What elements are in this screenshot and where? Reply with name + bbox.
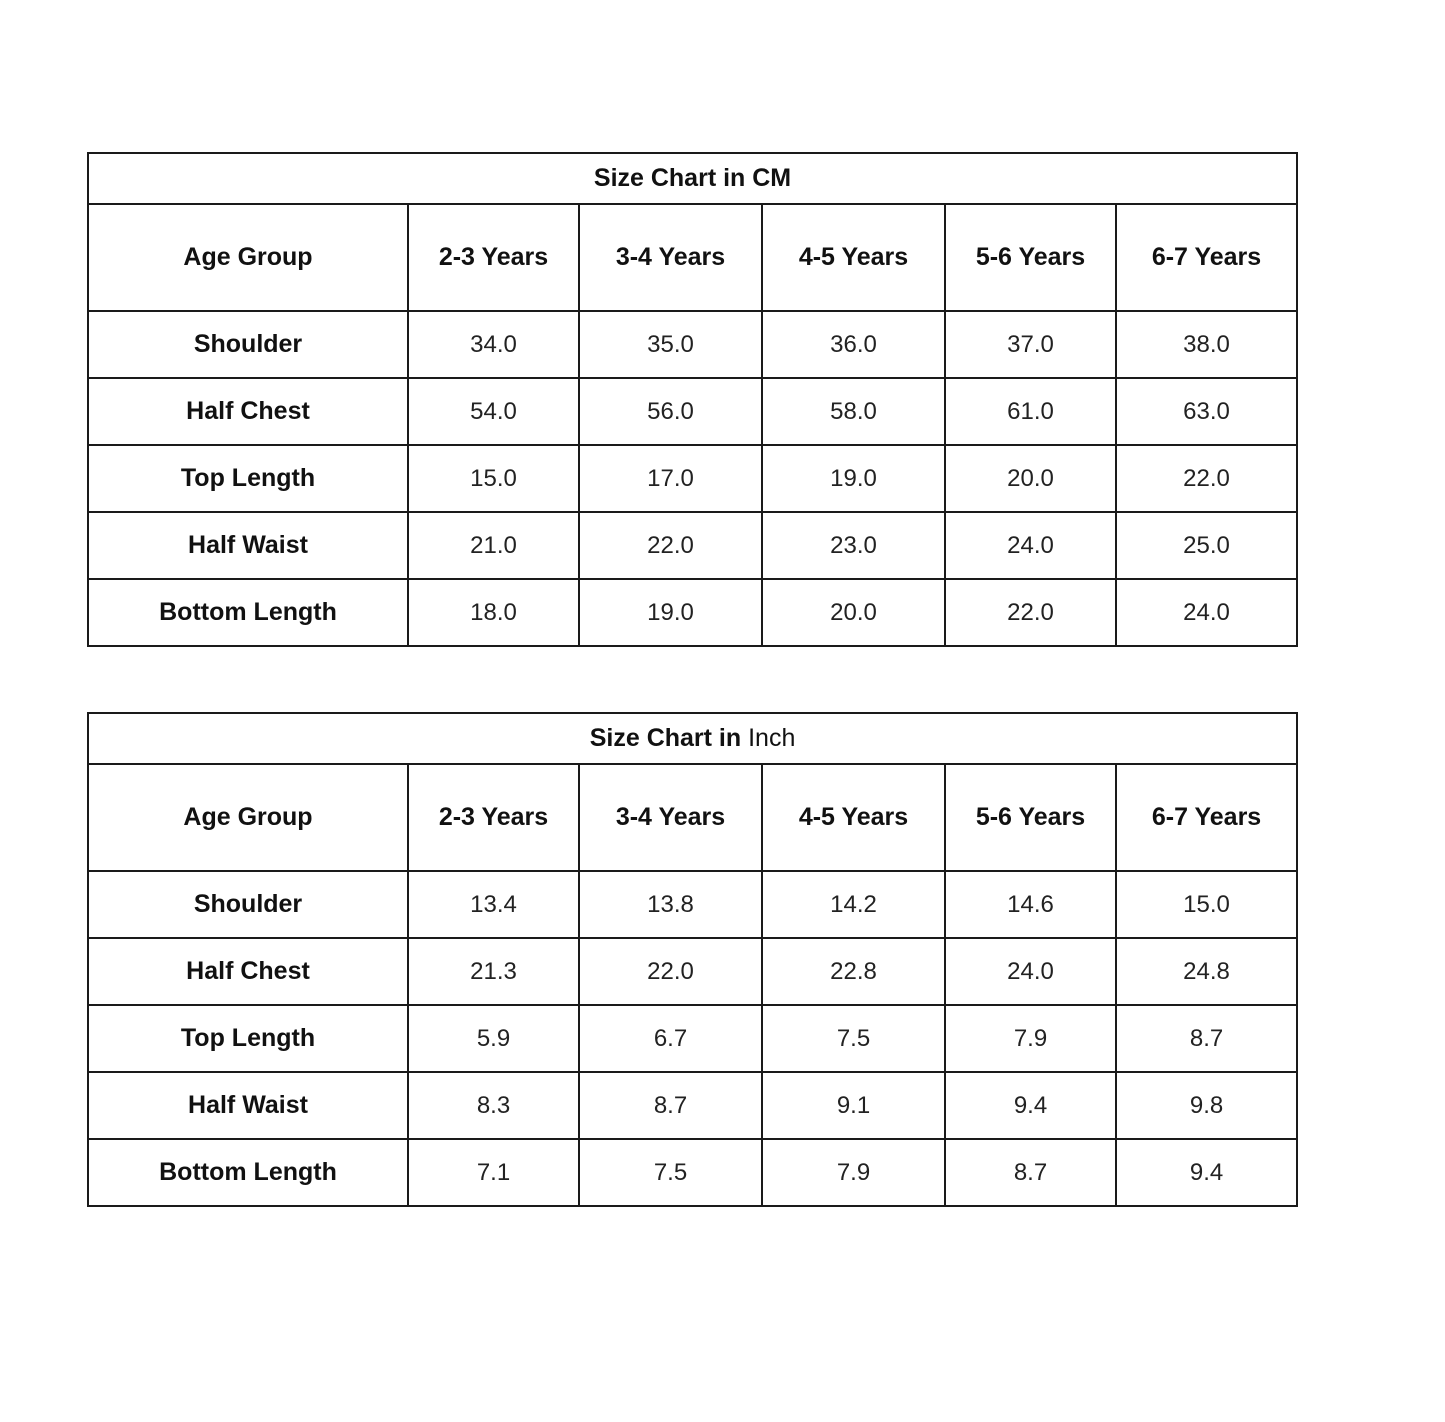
header-age-group: Age Group [88, 764, 408, 871]
table-cell-value: 21.3 [408, 938, 579, 1005]
table-cell-value: 15.0 [1116, 871, 1297, 938]
row-measurement-label: Shoulder [88, 311, 408, 378]
table-cell-value: 38.0 [1116, 311, 1297, 378]
header-age-column: 4-5 Years [762, 764, 945, 871]
size-chart-inch-table [87, 712, 1298, 1207]
table-cell-value: 54.0 [408, 378, 579, 445]
table-cell-value: 17.0 [579, 445, 762, 512]
table-cell-value: 24.8 [1116, 938, 1297, 1005]
table-cell-value: 61.0 [945, 378, 1116, 445]
table-cell-value: 63.0 [1116, 378, 1297, 445]
row-measurement-label: Half Chest [88, 378, 408, 445]
table-row [88, 938, 1297, 1005]
header-age-column: 3-4 Years [579, 764, 762, 871]
table-cell-value: 14.6 [945, 871, 1116, 938]
table-cell-value: 8.7 [945, 1139, 1116, 1206]
table-cell-value: 22.0 [1116, 445, 1297, 512]
header-age-column: 6-7 Years [1116, 204, 1297, 311]
row-measurement-label: Bottom Length [88, 1139, 408, 1206]
table-cell-value: 13.4 [408, 871, 579, 938]
header-age-column: 5-6 Years [945, 764, 1116, 871]
header-age-column: 5-6 Years [945, 204, 1116, 311]
table-cell-value: 7.5 [762, 1005, 945, 1072]
row-measurement-label: Shoulder [88, 871, 408, 938]
table-cell-value: 6.7 [579, 1005, 762, 1072]
table-cell-value: 7.9 [762, 1139, 945, 1206]
table-title-row [88, 153, 1297, 204]
table-cell-value: 9.8 [1116, 1072, 1297, 1139]
table-title [88, 713, 1297, 764]
size-chart-cm-table [87, 152, 1298, 647]
table-cell-value: 24.0 [945, 512, 1116, 579]
table-cell-value: 22.0 [579, 512, 762, 579]
table-cell-value: 5.9 [408, 1005, 579, 1072]
header-age-group: Age Group [88, 204, 408, 311]
header-age-column: 2-3 Years [408, 204, 579, 311]
row-measurement-label: Half Waist [88, 512, 408, 579]
table-cell-value: 22.8 [762, 938, 945, 1005]
table-title-text: Size Chart in [589, 724, 749, 752]
table-cell-value: 19.0 [762, 445, 945, 512]
table-cell-value: 14.2 [762, 871, 945, 938]
table-cell-value: 13.8 [579, 871, 762, 938]
table-cell-value: 7.1 [408, 1139, 579, 1206]
table-title [88, 153, 1297, 204]
table-cell-value: 22.0 [579, 938, 762, 1005]
table-row [88, 445, 1297, 512]
table-cell-value: 9.4 [945, 1072, 1116, 1139]
table-cell-value: 18.0 [408, 579, 579, 646]
header-age-column: 2-3 Years [408, 764, 579, 871]
table-row [88, 579, 1297, 646]
table-cell-value: 8.3 [408, 1072, 579, 1139]
row-measurement-label: Bottom Length [88, 579, 408, 646]
table-cell-value: 8.7 [1116, 1005, 1297, 1072]
table-cell-value: 24.0 [945, 938, 1116, 1005]
header-age-column: 3-4 Years [579, 204, 762, 311]
row-measurement-label: Half Chest [88, 938, 408, 1005]
table-cell-value: 24.0 [1116, 579, 1297, 646]
table-cell-value: 20.0 [945, 445, 1116, 512]
table-cell-value: 9.4 [1116, 1139, 1297, 1206]
table-cell-value: 15.0 [408, 445, 579, 512]
table-title-row [88, 713, 1297, 764]
table-cell-value: 56.0 [579, 378, 762, 445]
table-row [88, 512, 1297, 579]
table-row [88, 378, 1297, 445]
table-header-row [88, 204, 1297, 311]
table-cell-value: 21.0 [408, 512, 579, 579]
table-row [88, 1005, 1297, 1072]
header-age-column: 6-7 Years [1116, 764, 1297, 871]
table-row [88, 1139, 1297, 1206]
row-measurement-label: Half Waist [88, 1072, 408, 1139]
table-cell-value: 22.0 [945, 579, 1116, 646]
table-cell-value: 58.0 [762, 378, 945, 445]
table-row [88, 311, 1297, 378]
table-cell-value: 20.0 [762, 579, 945, 646]
table-cell-value: 37.0 [945, 311, 1116, 378]
table-cell-value: 19.0 [579, 579, 762, 646]
table-cell-value: 35.0 [579, 311, 762, 378]
header-age-column: 4-5 Years [762, 204, 945, 311]
row-measurement-label: Top Length [88, 445, 408, 512]
table-title-text: Size Chart in CM [593, 164, 792, 192]
table-cell-value: 7.9 [945, 1005, 1116, 1072]
table-cell-value: 25.0 [1116, 512, 1297, 579]
table-cell-value: 7.5 [579, 1139, 762, 1206]
table-row [88, 871, 1297, 938]
row-measurement-label: Top Length [88, 1005, 408, 1072]
table-header-row [88, 764, 1297, 871]
table-cell-value: 23.0 [762, 512, 945, 579]
table-cell-value: 34.0 [408, 311, 579, 378]
table-cell-value: 36.0 [762, 311, 945, 378]
table-title-unit: Inch [748, 724, 796, 752]
table-cell-value: 9.1 [762, 1072, 945, 1139]
table-cell-value: 8.7 [579, 1072, 762, 1139]
table-row [88, 1072, 1297, 1139]
